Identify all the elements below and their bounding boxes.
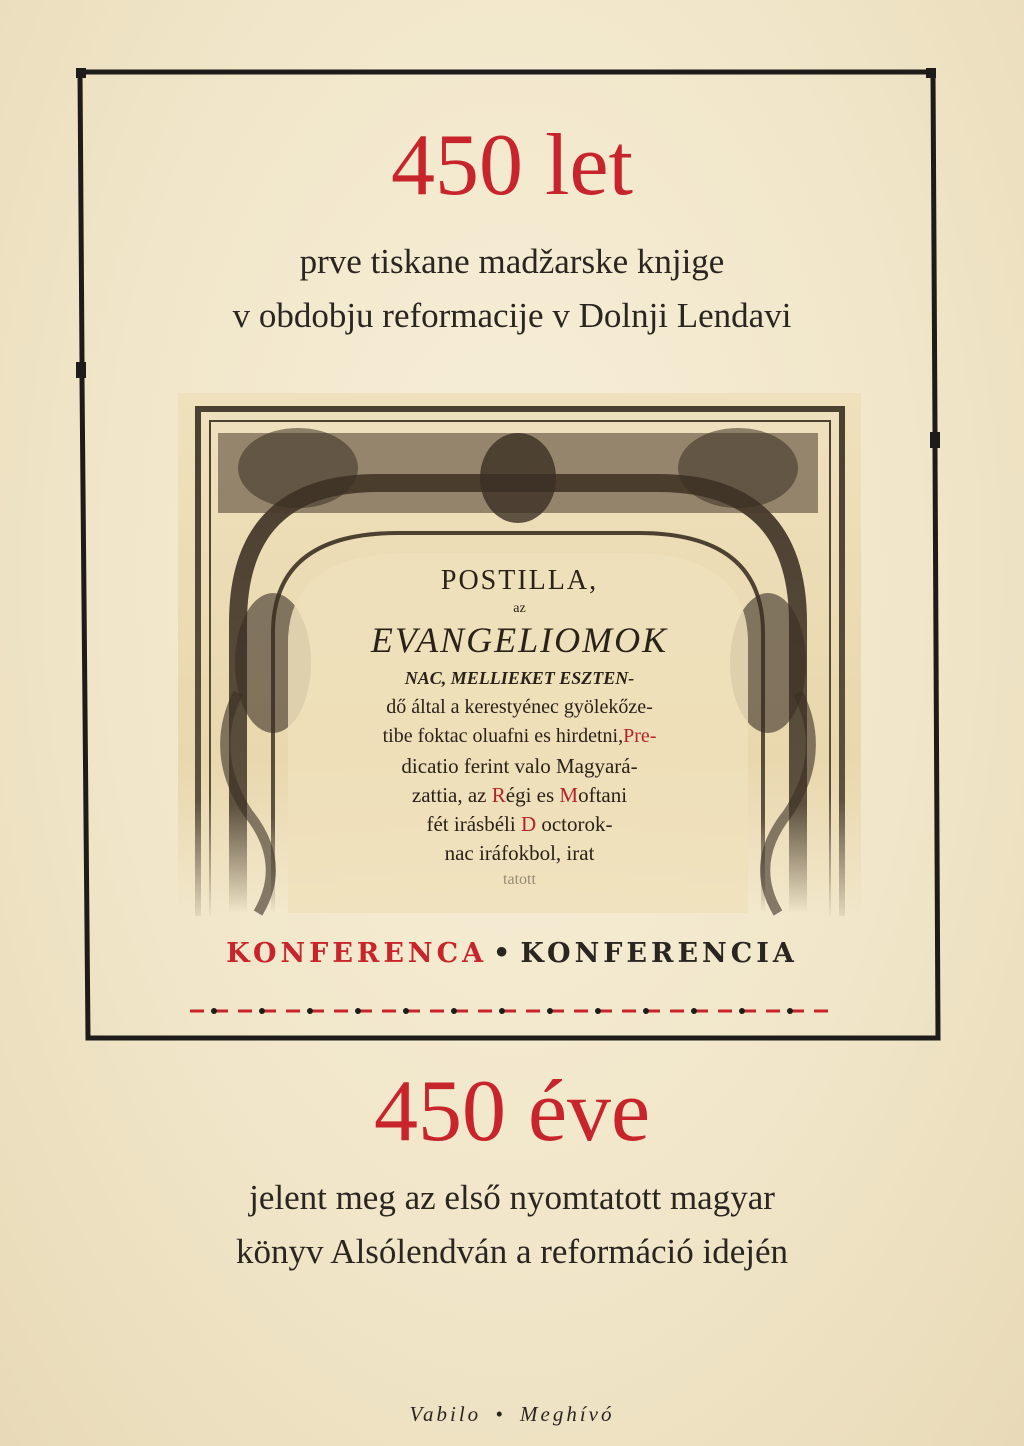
subtitle-slovene-line1: prve tiskane madžarske knjige <box>299 242 725 281</box>
book-line-5: dő által a kerestyénec gyölekőze- <box>386 696 653 718</box>
conference-slovene: KONFERENCA <box>226 938 488 969</box>
title-word-hu: éve <box>527 1063 651 1160</box>
title-slovene <box>0 117 1024 214</box>
book-line-8: zattia, az Régi es Moftani <box>411 783 628 807</box>
footer-slovene: Vabilo <box>409 1402 482 1426</box>
book-line-evangeliomok: EVANGELIOMOK <box>370 620 669 660</box>
subtitle-slovene-line2: v obdobju reformacije v Dolnji Lendavi <box>232 296 792 335</box>
book-line-7: dicatio ferint valo Magyará- <box>401 754 638 778</box>
book-line-9: fét irásbéli D octorok- <box>426 812 613 836</box>
footer-separator: • <box>495 1402 506 1426</box>
subtitle-hungarian-line2: könyv Alsólendván a reformáció idején <box>235 1232 789 1271</box>
conference-separator: • <box>493 938 515 969</box>
footer <box>0 1402 1024 1427</box>
title-hungarian <box>0 1063 1024 1160</box>
conference-hungarian: KONFERENCIA <box>520 938 798 969</box>
conference-heading <box>0 938 1024 969</box>
book-line-11: tatott <box>503 871 536 888</box>
subtitle-hungarian-line1: jelent meg az első nyomtatott magyar <box>249 1178 775 1217</box>
book-line-6: tibe foktac oluafni es hirdetni,Pre- <box>382 725 657 747</box>
title-number: 450 <box>391 117 524 214</box>
title-word: let <box>545 117 633 214</box>
book-line-az: az <box>513 601 526 616</box>
book-line-postilla: POSTILLA, <box>440 565 599 596</box>
book-line-4: NAC, MELLIEKET ESZTEN- <box>404 668 635 688</box>
footer-hungarian: Meghívó <box>520 1402 615 1426</box>
book-line-10: nac iráfokbol, irat <box>444 841 595 865</box>
book-title-page-image <box>178 393 861 916</box>
title-number-hu: 450 <box>373 1063 506 1160</box>
